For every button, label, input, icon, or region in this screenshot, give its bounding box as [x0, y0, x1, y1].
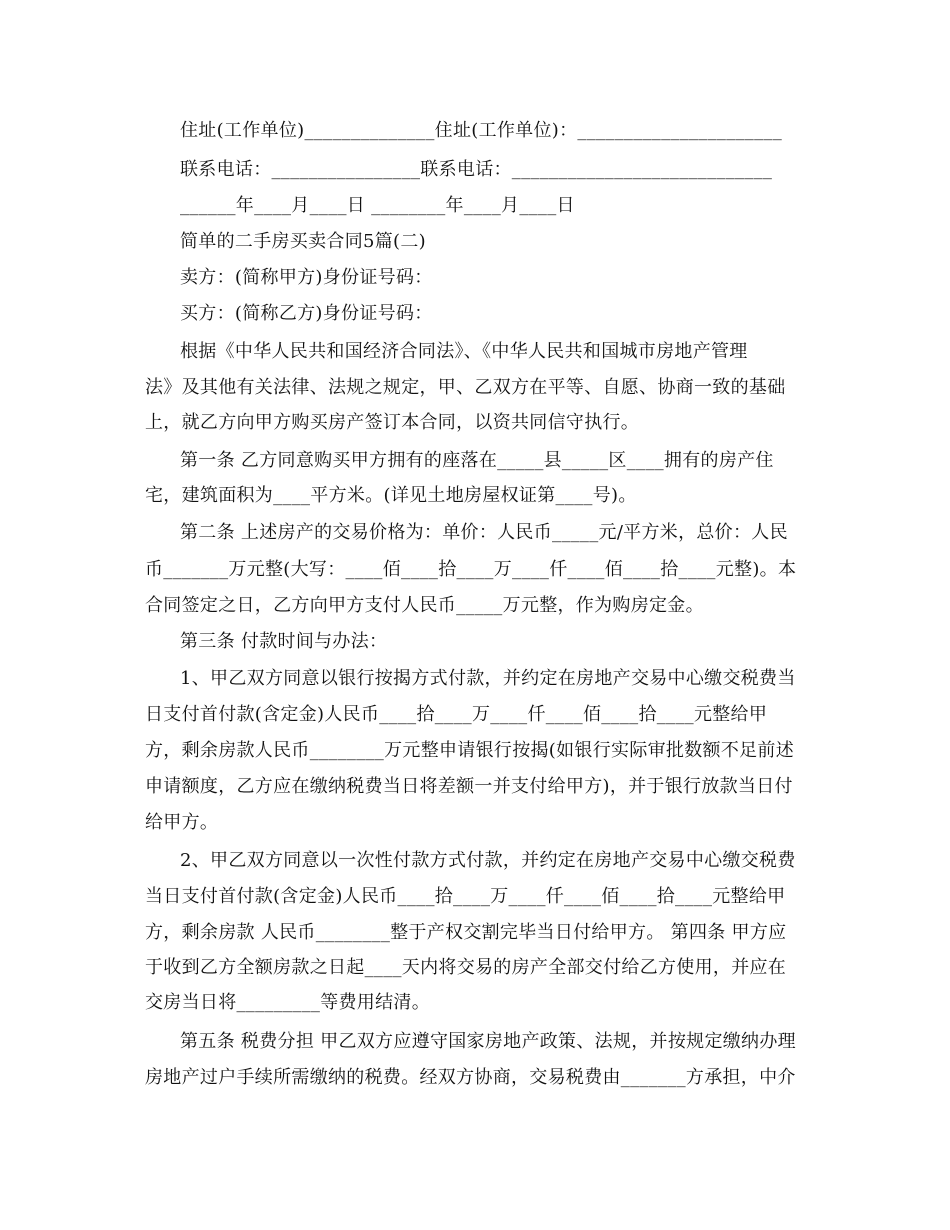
seller-line: 卖方：(简称甲方)身份证号码： [180, 267, 433, 288]
clause-2-line: 当日支付首付款(含定金)人民币____拾____万____仟____佰____拾____元整给甲 [145, 886, 786, 907]
buyer-line: 买方：(简称乙方)身份证号码： [180, 303, 433, 324]
date-line: ______年____月____日 ________年____月____日 [180, 195, 575, 216]
article-1-line: 第一条 乙方同意购买甲方拥有的座落在_____县_____区____拥有的房产住 [180, 450, 774, 471]
article-2-line: 币_______万元整(大写：____佰____拾____万____仟____佰____拾____元整)。本 [145, 559, 797, 580]
clause-1-line: 方，剩余房款人民币________万元整申请银行按揭(如银行实际审批数额不足前述 [145, 740, 795, 761]
clause-1-line: 1、甲乙双方同意以银行按揭方式付款，并约定在房地产交易中心缴交税费当 [180, 668, 796, 689]
article-1-line: 宅，建筑面积为____平方米。(详见土地房屋权证第____号)。 [145, 485, 637, 506]
article-2-line: 第二条 上述房产的交易价格为：单价：人民币_____元/平方米，总价：人民 [180, 522, 788, 543]
article-2-line: 合同签定之日，乙方向甲方支付人民币_____万元整，作为购房定金。 [145, 595, 704, 616]
article-5-line: 房地产过户手续所需缴纳的税费。经双方协商，交易税费由_______方承担，中介 [145, 1067, 796, 1088]
paragraph-line: 根据《中华人民共和国经济合同法》、《中华人民共和国城市房地产管理 [180, 341, 748, 362]
clause-1-line: 申请额度，乙方应在缴纳税费当日将差额一并支付给甲方)，并于银行放款当日付 [145, 776, 793, 797]
clause-2-line: 方，剩余房款 人民币________整于产权交割完毕当日付给甲方。 第四条 甲方应 [145, 922, 787, 943]
section-title: 简单的二手房买卖合同5篇(二) [180, 231, 426, 252]
paragraph-line: 法》及其他有关法律、法规之规定，甲、乙双方在平等、自愿、协商一致的基础 [145, 377, 786, 398]
clause-1-line: 给甲方。 [145, 812, 219, 833]
address-line: 住址(工作单位)______________住址(工作单位)：______________________ [180, 120, 782, 141]
clause-2-line: 2、甲乙双方同意以一次性付款方式付款，并约定在房地产交易中心缴交税费 [180, 850, 796, 871]
article-5-line: 第五条 税费分担 甲乙双方应遵守国家房地产政策、法规，并按规定缴纳办理 [180, 1031, 796, 1052]
paragraph-line: 上，就乙方向甲方购买房产签订本合同，以资共同信守执行。 [145, 412, 640, 433]
phone-line: 联系电话：________________联系电话：____________________________ [180, 159, 773, 180]
clause-1-line: 日支付首付款(含定金)人民币____拾____万____仟____佰____拾____元整给甲 [145, 704, 768, 725]
article-4-line: 交房当日将_________等费用结清。 [145, 992, 430, 1013]
article-4-line: 于收到乙方全额房款之日起____天内将交易的房产全部交付给乙方使用，并应在 [145, 957, 787, 978]
article-3-heading: 第三条 付款时间与办法： [180, 631, 388, 652]
